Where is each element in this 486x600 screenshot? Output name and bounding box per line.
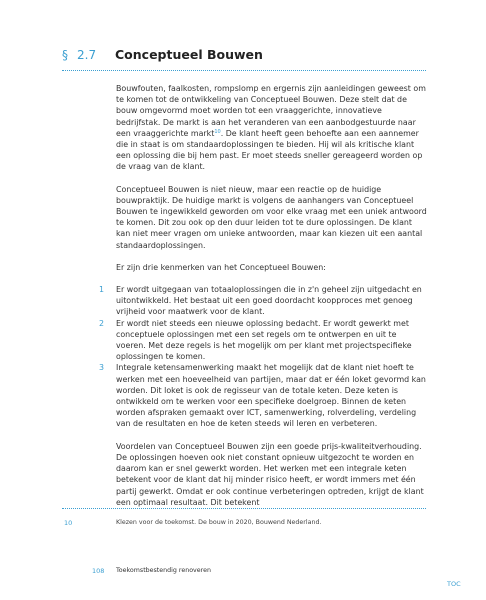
list-item: 2 Er wordt niet steeds een nieuwe oplossing bedacht. Er wordt gewerkt met conceptuele oplossingen met een set regels om te ontwerpen en uit te voeren. Met deze regels is het mogelijk om per klant met projectspecifieke oplossingen te komen. (99, 318, 412, 362)
list-item: 3 Integrale ketensamenwerking maakt het mogelijk dat de klant niet hoeft te werken met een hoeveelheid van partijen, maar dat er één loket gevormd kan worden. Dit loket is ook de regisseur van de totale keten. Deze keten is ontwikkeld om te werken voor een specifieke doelgroep. Binnen de keten worden afspraken gemaakt over ICT, samenwerking, rolverdeling, verdeling van de resultaten en hoe de keten steeds wil leren en verbeteren. (99, 363, 426, 429)
book-title: Toekomstbestendig renoveren (116, 567, 211, 574)
paragraph-list-intro: Er zijn drie kenmerken van het Conceptueel Bouwen: (116, 262, 326, 272)
footnote-divider (62, 508, 426, 509)
section-header (62, 47, 426, 71)
section-symbol: § (62, 48, 68, 62)
header-divider (62, 70, 426, 71)
paragraph-context: Conceptueel Bouwen is niet nieuw, maar een reactie op de huidige bouwpraktijk. De huidige markt is volgens de aanhangers van Conceptueel Bouwen te ingewikkeld geworden om voor elke vraag met een uniek antwoord te komen. Dit zou ook op den duur leiden tot te dure oplossingen. De klant kan niet meer vragen om unieke antwoorden, maar kan kiezen uit een aantal standaardoplossingen. (116, 184, 427, 250)
page-number: 108 (92, 567, 105, 575)
section-number: 2.7 (77, 48, 97, 62)
toc-link[interactable]: TOC (447, 580, 461, 588)
list-number: 3 (99, 363, 105, 373)
section-title: Conceptueel Bouwen (115, 47, 263, 62)
characteristics-list (99, 284, 428, 430)
list-number: 1 (99, 285, 105, 295)
footnote-ref[interactable]: 10 (214, 128, 221, 135)
footnote-text: Klezen voor de toekomst. De bouw in 2020, Bouwend Nederland. (116, 519, 322, 526)
list-item: 1 Er wordt uitgegaan van totaaloplossingen die in z'n geheel zijn uitgedacht en uitontwikkeld. Het bestaat uit een goed doordacht koopproces met genoeg vrijheid voor maatwerk voor de klant. (99, 285, 422, 317)
body-text (99, 83, 428, 519)
footnote-number: 10 (64, 519, 73, 527)
paragraph-advantages: Voordelen van Conceptueel Bouwen zijn een goede prijs-kwaliteitverhouding. De oplossingen hoeven ook niet constant opnieuw uitgezocht te worden en daarom kan er snel gewerkt worden. Het werken met een integrale keten betekent voor de klant dat hij minder risico heeft, er wordt immers met één partij gewerkt. Omdat er ook continue verbeteringen optreden, krijgt de klant een optimaal resultaat. Dit betekent (116, 441, 424, 507)
paragraph-intro: Bouwfouten, faalkosten, rompslomp en ergernis zijn aanleidingen geweest om te komen tot de ontwikkeling van Conceptueel Bouwen. Deze stelt dat de bouw omgevormd moet worden tot een vraaggerichte, innovatieve bedrijfstak. De markt is aan het veranderen van een aanbodgestuurde naar een vraaggerichte markt$^{10}$. De klant heeft geen behoefte aan een aannemer die in staat is om standaardoplossingen te bieden. Hij wil als kritische klant een oplossing die bij hem past. Er moet steeds sneller gereageerd worden op de vraag van de klant. (116, 84, 426, 172)
list-number: 2 (99, 318, 105, 328)
